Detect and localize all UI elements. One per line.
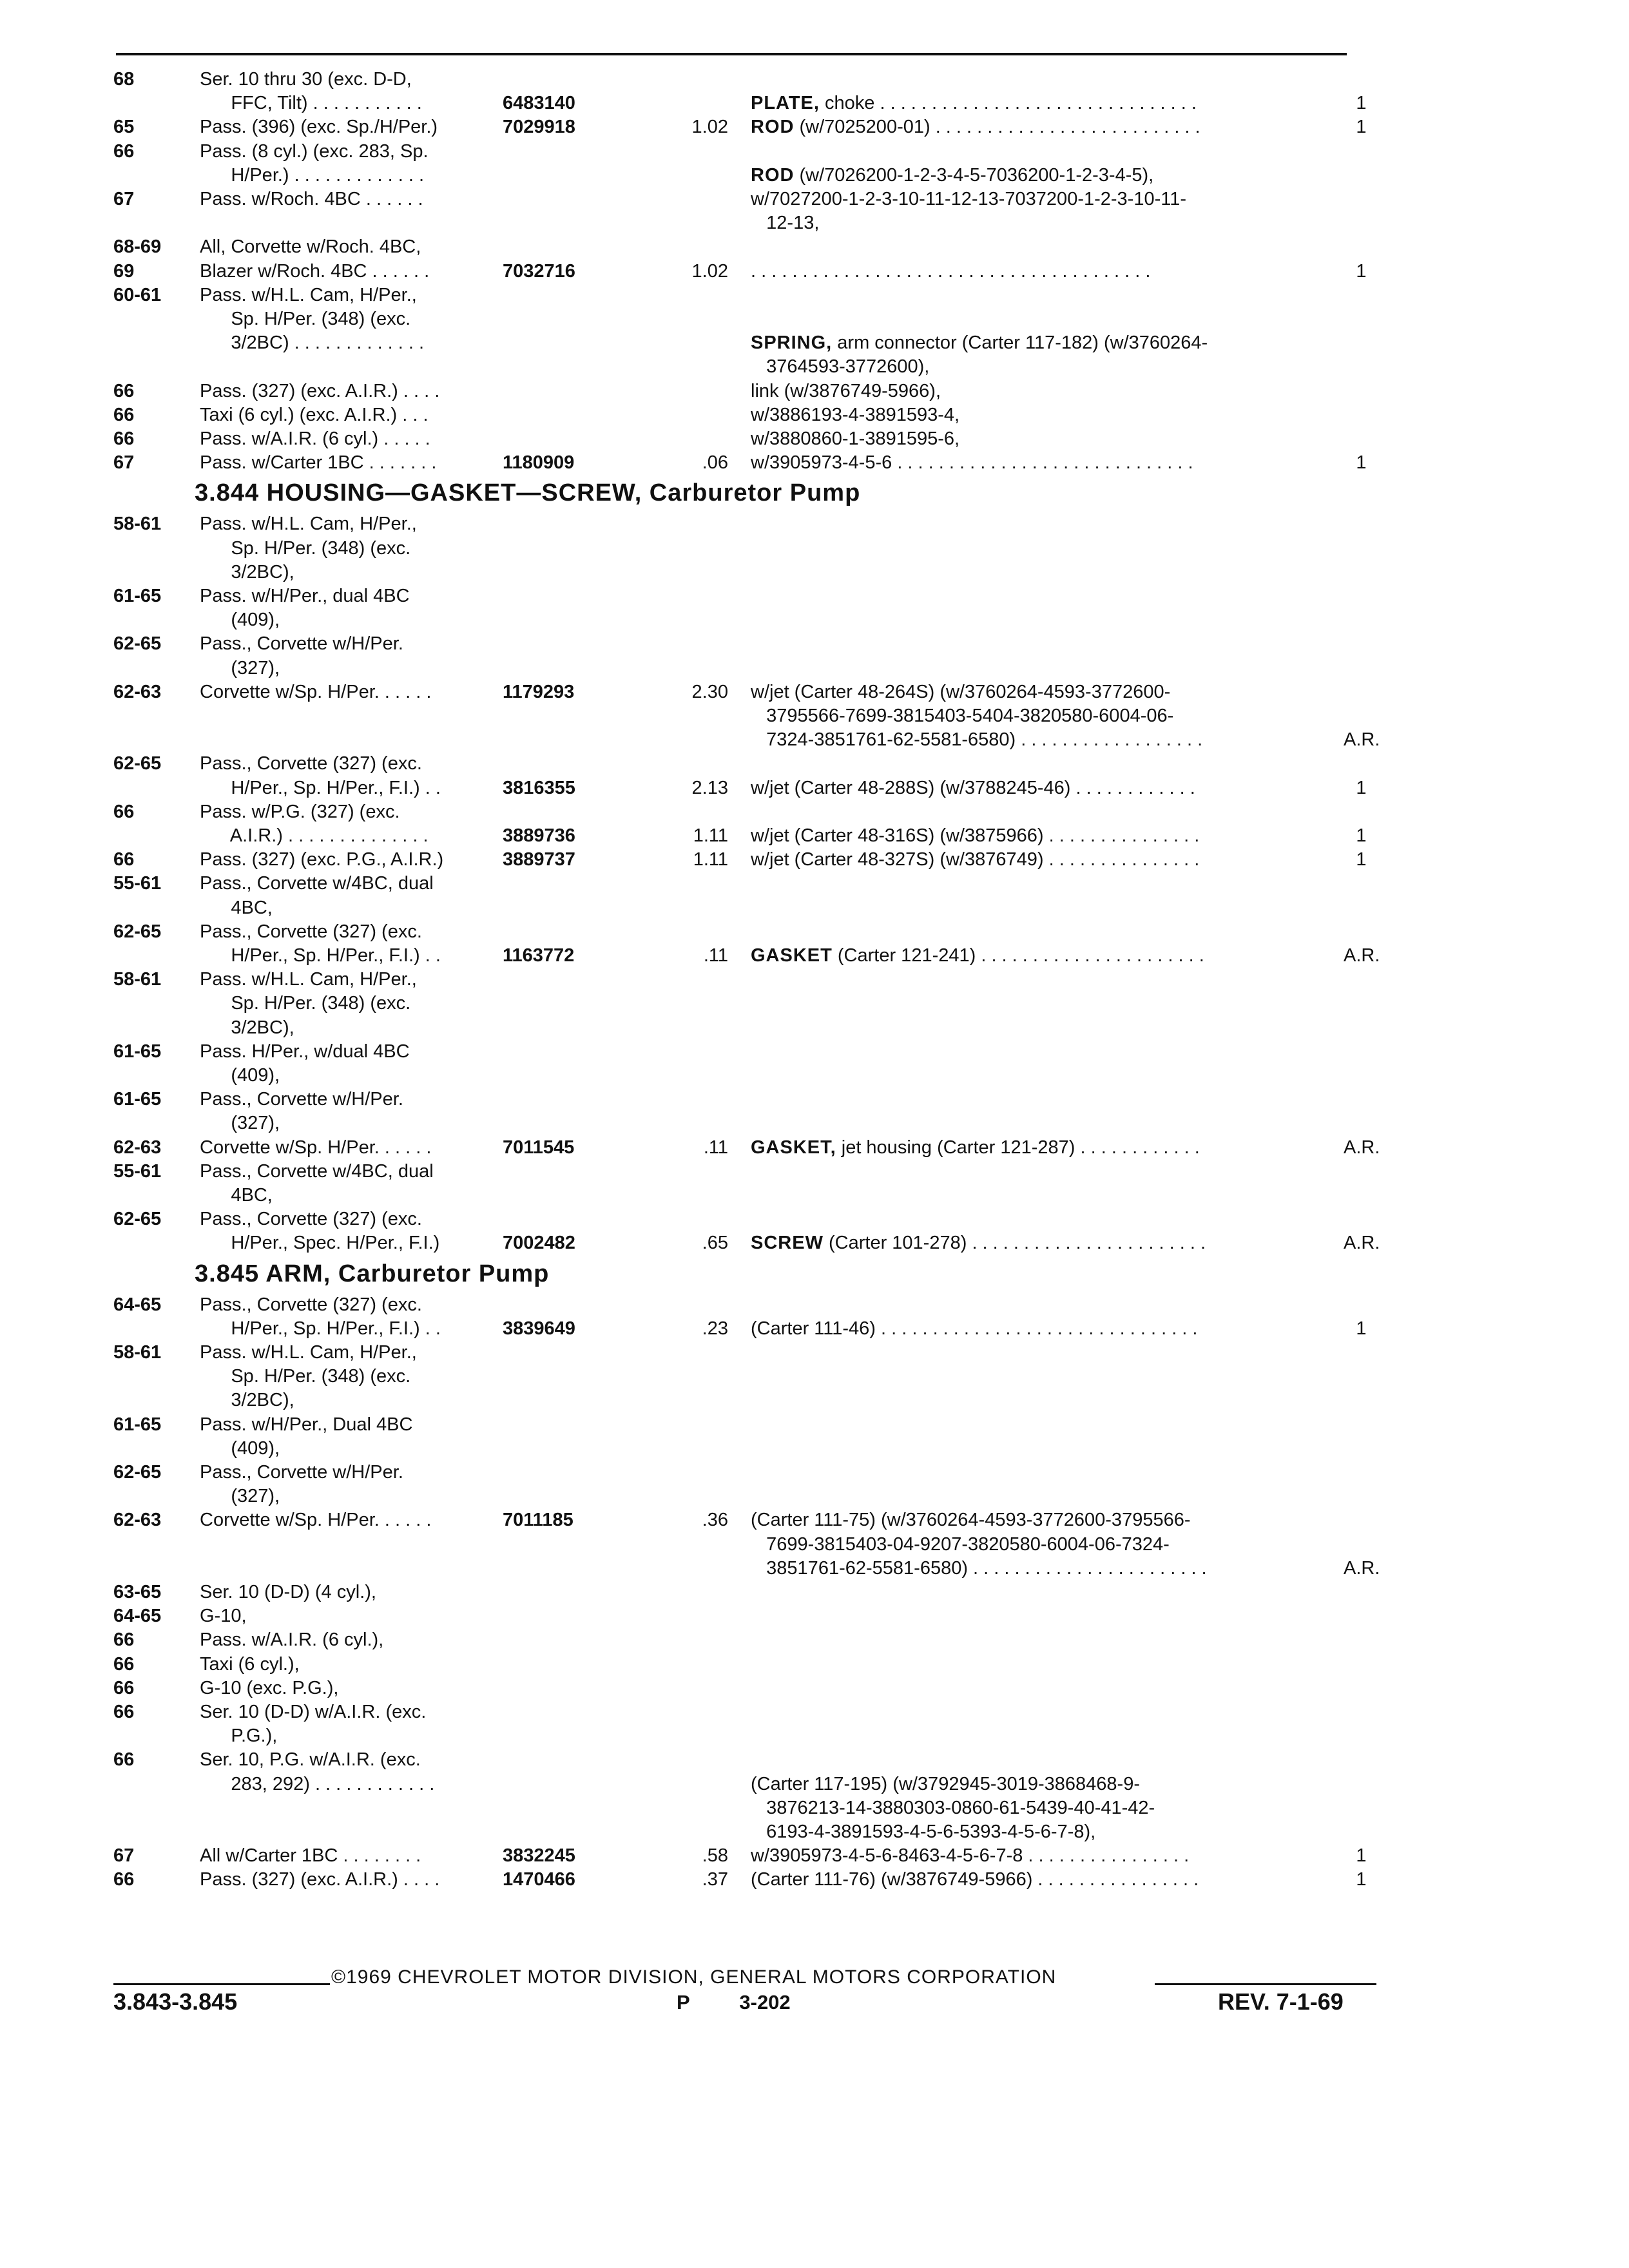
part-info: 7324-3851761-62-5581-6580) . . . . . . . . . . . . . . . . . .	[751, 729, 1203, 751]
application-description: Pass. w/Roch. 4BC . . . . . .	[200, 189, 423, 209]
table-row	[0, 163, 1629, 189]
top-rule	[116, 53, 1347, 55]
price: 1.11	[693, 849, 728, 870]
application-description: (409),	[200, 610, 280, 631]
table-row	[0, 871, 1629, 897]
model-year: 64-65	[113, 1606, 162, 1627]
model-year: 61-65	[113, 1089, 162, 1110]
table-row	[0, 919, 1629, 945]
quantity: A.R.	[1344, 1137, 1380, 1158]
part-number: 7011545	[503, 1137, 575, 1158]
application-description: Corvette w/Sp. H/Per. . . . . .	[200, 1510, 432, 1531]
application-description: Pass. (8 cyl.) (exc. 283, Sp.	[200, 140, 429, 162]
application-description: FFC, Tilt) . . . . . . . . . . .	[200, 93, 422, 114]
part-number: 3889737	[503, 849, 575, 870]
table-row	[0, 259, 1629, 285]
table-row	[0, 354, 1629, 380]
part-info: ROD (w/7026200-1-2-3-4-5-7036200-1-2-3-4-5),	[751, 164, 1154, 186]
model-year: 62-65	[113, 633, 162, 655]
part-info: (Carter 111-46) . . . . . . . . . . . . . . . . . . . . . . . . . . . . . . .	[751, 1318, 1198, 1339]
application-description: 3/2BC) . . . . . . . . . . . . .	[200, 332, 425, 354]
application-description: Ser. 10 (D-D) w/A.I.R. (exc.	[200, 1702, 427, 1722]
section-title: 3.844 HOUSING—GASKET—SCREW, Carburetor Pump	[195, 479, 861, 507]
part-info: 6193-4-3891593-4-5-6-5393-4-5-6-7-8),	[751, 1821, 1096, 1842]
table-row	[0, 1316, 1629, 1342]
model-year: 67	[113, 1845, 135, 1867]
section-title: 3.845 ARM, Carburetor Pump	[195, 1260, 550, 1287]
price: 2.13	[691, 777, 728, 798]
application-description: H/Per., Spec. H/Per., F.I.)	[200, 1233, 440, 1254]
table-row	[0, 680, 1629, 706]
table-row	[0, 631, 1629, 657]
table-row	[0, 1796, 1629, 1821]
application-description: Pass., Corvette (327) (exc.	[200, 1294, 422, 1315]
table-row	[0, 1159, 1629, 1185]
table-row	[0, 1508, 1629, 1533]
model-year: 66	[113, 380, 135, 401]
application-description: Ser. 10, P.G. w/A.I.R. (exc.	[200, 1749, 421, 1771]
part-number: 3816355	[503, 777, 575, 798]
table-row	[0, 1867, 1629, 1893]
table-row	[0, 1747, 1629, 1773]
model-year: 66	[113, 1702, 135, 1722]
table-row	[0, 536, 1629, 562]
part-info: 7699-3815403-04-9207-3820580-6004-06-7324-	[751, 1533, 1170, 1555]
application-description: 3/2BC),	[200, 1390, 294, 1411]
application-description: 3/2BC),	[200, 561, 294, 582]
application-description: Taxi (6 cyl.) (exc. A.I.R.) . . .	[200, 404, 429, 425]
table-row	[0, 584, 1629, 610]
model-year: 62-63	[113, 681, 162, 702]
table-row	[0, 379, 1629, 405]
table-row	[0, 1364, 1629, 1390]
table-row	[0, 1340, 1629, 1366]
model-year: 68-69	[113, 236, 162, 258]
model-year: 65	[113, 117, 135, 138]
part-info: 3795566-7699-3815403-5404-3820580-6004-06-	[751, 706, 1174, 726]
model-year: 66	[113, 404, 135, 425]
application-description: (327),	[200, 657, 280, 678]
table-row	[0, 1604, 1629, 1629]
model-year: 62-65	[113, 921, 162, 942]
part-number: 7011185	[503, 1510, 574, 1531]
table-row	[0, 235, 1629, 260]
model-year: 63-65	[113, 1582, 162, 1602]
application-description: Pass. w/H.L. Cam, H/Per.,	[200, 284, 417, 305]
footer-page-letter: P	[677, 1991, 690, 2013]
quantity: A.R.	[1344, 1557, 1380, 1579]
table-row	[0, 91, 1629, 117]
part-number: 7032716	[503, 260, 575, 282]
model-year: 66	[113, 1677, 135, 1698]
application-description: Corvette w/Sp. H/Per. . . . . .	[200, 681, 432, 702]
table-row	[0, 512, 1629, 537]
application-description: Pass. (327) (exc. P.G., A.I.R.)	[200, 849, 444, 870]
application-description: Pass. (327) (exc. A.I.R.) . . . .	[200, 380, 440, 401]
application-description: 4BC,	[200, 897, 273, 918]
price: .23	[702, 1318, 728, 1339]
application-description: Sp. H/Per. (348) (exc.	[200, 537, 411, 559]
table-row	[0, 1015, 1629, 1041]
table-row	[0, 1293, 1629, 1318]
part-info: GASKET, jet housing (Carter 121-287) . . . . . . . . . . . .	[751, 1137, 1200, 1158]
table-row	[0, 1580, 1629, 1606]
part-info: w/3905973-4-5-6-8463-4-5-6-7-8 . . . . . . . . . . . . . . . .	[751, 1845, 1190, 1867]
table-row	[0, 1111, 1629, 1137]
part-info: (Carter 111-76) (w/3876749-5966) . . . . . . . . . . . . . . . .	[751, 1869, 1199, 1890]
table-row	[0, 1532, 1629, 1558]
model-year: 61-65	[113, 1041, 162, 1062]
table-row	[0, 139, 1629, 165]
quantity: 1	[1356, 849, 1367, 870]
model-year: 62-65	[113, 1209, 162, 1230]
application-description: All w/Carter 1BC . . . . . . . .	[200, 1845, 421, 1867]
model-year: 66	[113, 1869, 135, 1890]
application-description: Pass., Corvette w/H/Per.	[200, 1089, 403, 1110]
application-description: Pass. w/Carter 1BC . . . . . . .	[200, 452, 437, 474]
application-description: Pass., Corvette w/4BC, dual	[200, 873, 434, 894]
part-info: GASKET (Carter 121-241) . . . . . . . . . . . . . . . . . . . . . .	[751, 945, 1204, 966]
application-description: Ser. 10 thru 30 (exc. D-D,	[200, 69, 412, 90]
application-description: All, Corvette w/Roch. 4BC,	[200, 236, 421, 258]
table-row	[0, 776, 1629, 802]
application-description: Ser. 10 (D-D) (4 cyl.),	[200, 1582, 376, 1602]
table-row	[0, 1724, 1629, 1749]
model-year: 62-65	[113, 1462, 162, 1483]
table-row	[0, 847, 1629, 873]
application-description: Pass. w/P.G. (327) (exc.	[200, 801, 400, 822]
part-number: 1180909	[503, 452, 575, 474]
table-row	[0, 67, 1629, 93]
table-row	[0, 967, 1629, 993]
table-row	[0, 1772, 1629, 1798]
table-row	[0, 1135, 1629, 1161]
footer-rule-left	[113, 1983, 330, 1985]
table-row	[0, 115, 1629, 140]
table-row	[0, 560, 1629, 586]
table-row	[0, 1628, 1629, 1653]
part-info: w/jet (Carter 48-327S) (w/3876749) . . . . . . . . . . . . . . .	[751, 849, 1200, 870]
application-description: Pass., Corvette (327) (exc.	[200, 1209, 422, 1230]
table-row	[0, 823, 1629, 849]
quantity: 1	[1356, 93, 1367, 114]
table-row	[0, 896, 1629, 921]
application-description: Blazer w/Roch. 4BC . . . . . .	[200, 260, 430, 282]
part-info: w/jet (Carter 48-264S) (w/3760264-4593-3772600-	[751, 681, 1171, 702]
table-row	[0, 1087, 1629, 1113]
model-year: 66	[113, 140, 135, 162]
part-info: w/3880860-1-3891595-6,	[751, 428, 960, 449]
part-info: link (w/3876749-5966),	[751, 380, 941, 401]
footer-revision: REV. 7-1-69	[1218, 1988, 1344, 2015]
model-year: 66	[113, 1653, 135, 1675]
price: 1.02	[691, 260, 728, 282]
table-row	[0, 608, 1629, 633]
application-description: A.I.R.) . . . . . . . . . . . . . .	[200, 825, 429, 846]
table-row	[0, 1039, 1629, 1065]
table-row	[0, 1820, 1629, 1845]
application-description: (409),	[200, 1065, 280, 1086]
application-description: 4BC,	[200, 1185, 273, 1206]
model-year: 66	[113, 849, 135, 870]
model-year: 69	[113, 260, 135, 282]
price: .58	[702, 1845, 728, 1867]
application-description: Pass. (327) (exc. A.I.R.) . . . .	[200, 1869, 440, 1890]
application-description: Sp. H/Per. (348) (exc.	[200, 309, 411, 329]
quantity: 1	[1356, 777, 1367, 798]
application-description: Corvette w/Sp. H/Per. . . . . .	[200, 1137, 432, 1158]
application-description: G-10 (exc. P.G.),	[200, 1677, 339, 1698]
footer-rule-right	[1155, 1983, 1376, 1985]
price: .36	[702, 1510, 728, 1531]
part-number: 7029918	[503, 117, 575, 138]
application-description: Pass. (396) (exc. Sp./H/Per.)	[200, 117, 438, 138]
table-row	[0, 1207, 1629, 1233]
part-info: SCREW (Carter 101-278) . . . . . . . . . . . . . . . . . . . . . . .	[751, 1233, 1206, 1254]
part-info: SPRING, arm connector (Carter 117-182) (w/3760264-	[751, 332, 1208, 354]
quantity: 1	[1356, 260, 1367, 282]
model-year: 66	[113, 428, 135, 449]
table-row	[0, 991, 1629, 1017]
table-row	[0, 1231, 1629, 1256]
part-number: 6483140	[503, 93, 575, 114]
table-row	[0, 1700, 1629, 1725]
part-info: w/3905973-4-5-6 . . . . . . . . . . . . . . . . . . . . . . . . . . . . .	[751, 452, 1193, 474]
application-description: H/Per., Sp. H/Per., F.I.) . .	[200, 945, 441, 966]
application-description: G-10,	[200, 1606, 247, 1627]
quantity: A.R.	[1344, 1233, 1380, 1254]
price: 2.30	[691, 681, 728, 702]
table-row	[0, 1652, 1629, 1678]
model-year: 61-65	[113, 1414, 162, 1435]
quantity: 1	[1356, 1869, 1367, 1890]
part-info: 3764593-3772600),	[751, 356, 930, 378]
table-row	[0, 403, 1629, 428]
model-year: 62-63	[113, 1137, 162, 1158]
table-row	[0, 187, 1629, 213]
table-row	[0, 450, 1629, 476]
table-row	[0, 704, 1629, 729]
price: .11	[703, 1137, 728, 1158]
footer-copyright: ©1969 CHEVROLET MOTOR DIVISION, GENERAL MOTORS CORPORATION	[331, 1966, 1057, 1988]
quantity: 1	[1356, 452, 1367, 474]
model-year: 58-61	[113, 969, 162, 990]
part-number: 1179293	[503, 681, 575, 702]
part-info: (Carter 117-195) (w/3792945-3019-3868468-9-	[751, 1773, 1141, 1794]
model-year: 62-63	[113, 1510, 162, 1531]
application-description: Pass. w/H.L. Cam, H/Per.,	[200, 1342, 417, 1363]
application-description: Pass. w/A.I.R. (6 cyl.),	[200, 1629, 384, 1651]
model-year: 67	[113, 452, 135, 474]
part-info: w/7027200-1-2-3-10-11-12-13-7037200-1-2-3-10-11-	[751, 189, 1187, 209]
footer-page-number	[677, 1991, 791, 2014]
table-row	[0, 727, 1629, 753]
table-row	[0, 307, 1629, 332]
application-description: Pass., Corvette (327) (exc.	[200, 753, 422, 774]
table-row	[0, 1676, 1629, 1702]
application-description: Taxi (6 cyl.),	[200, 1653, 300, 1675]
table-row	[0, 943, 1629, 969]
application-description: Sp. H/Per. (348) (exc.	[200, 993, 411, 1014]
model-year: 58-61	[113, 1342, 162, 1363]
part-info: 3851761-62-5581-6580) . . . . . . . . . . . . . . . . . . . . . . .	[751, 1557, 1207, 1579]
part-info: ROD (w/7025200-01) . . . . . . . . . . . . . . . . . . . . . . . . . .	[751, 117, 1200, 138]
table-row	[0, 1412, 1629, 1438]
table-row	[0, 1063, 1629, 1089]
model-year: 55-61	[113, 873, 162, 894]
application-description: (409),	[200, 1437, 280, 1459]
model-year: 61-65	[113, 586, 162, 606]
table-row	[0, 1460, 1629, 1486]
part-number: 1163772	[503, 945, 575, 966]
part-info: . . . . . . . . . . . . . . . . . . . . . . . . . . . . . . . . . . . . . . .	[751, 260, 1151, 282]
application-description: Pass., Corvette w/H/Per.	[200, 633, 403, 655]
application-description: Pass. w/H/Per., dual 4BC	[200, 586, 410, 606]
part-info: 3876213-14-3880303-0860-61-5439-40-41-42-	[751, 1797, 1155, 1818]
table-row	[0, 800, 1629, 825]
table-row	[0, 656, 1629, 682]
quantity: 1	[1356, 825, 1367, 846]
part-number: 1470466	[503, 1869, 575, 1890]
application-description: Sp. H/Per. (348) (exc.	[200, 1366, 411, 1387]
model-year: 66	[113, 1749, 135, 1771]
application-description: 3/2BC),	[200, 1017, 294, 1038]
application-description: 283, 292) . . . . . . . . . . . .	[200, 1773, 435, 1794]
model-year: 55-61	[113, 1160, 162, 1182]
application-description: Pass. w/A.I.R. (6 cyl.) . . . . .	[200, 428, 430, 449]
application-description: Pass. w/H/Per., Dual 4BC	[200, 1414, 413, 1435]
price: .11	[703, 945, 728, 966]
part-info: w/3886193-4-3891593-4,	[751, 404, 960, 425]
price: .37	[702, 1869, 728, 1890]
table-row	[0, 427, 1629, 452]
part-number: 3839649	[503, 1318, 575, 1339]
application-description: H/Per., Sp. H/Per., F.I.) . .	[200, 777, 441, 798]
model-year: 66	[113, 1629, 135, 1651]
application-description: (327),	[200, 1486, 280, 1507]
application-description: Pass., Corvette w/4BC, dual	[200, 1160, 434, 1182]
application-description: P.G.),	[200, 1725, 278, 1747]
application-description: H/Per.) . . . . . . . . . . . . .	[200, 164, 425, 186]
part-number: 3889736	[503, 825, 575, 846]
part-info: w/jet (Carter 48-288S) (w/3788245-46) . . . . . . . . . . . .	[751, 777, 1195, 798]
table-row	[0, 211, 1629, 236]
table-row	[0, 1556, 1629, 1582]
footer-page-num: 3-202	[739, 1991, 791, 2013]
application-description: Pass., Corvette (327) (exc.	[200, 921, 422, 942]
model-year: 66	[113, 801, 135, 822]
part-number: 7002482	[503, 1233, 575, 1254]
footer-section-range: 3.843-3.845	[113, 1988, 238, 2015]
table-row	[0, 283, 1629, 309]
model-year: 62-65	[113, 753, 162, 774]
application-description: Pass. w/H.L. Cam, H/Per.,	[200, 969, 417, 990]
quantity: 1	[1356, 1318, 1367, 1339]
application-description: H/Per., Sp. H/Per., F.I.) . .	[200, 1318, 441, 1339]
price: 1.02	[691, 117, 728, 138]
quantity: A.R.	[1344, 729, 1380, 751]
application-description: Pass. w/H.L. Cam, H/Per.,	[200, 514, 417, 535]
part-number: 3832245	[503, 1845, 575, 1867]
application-description: Pass. H/Per., w/dual 4BC	[200, 1041, 410, 1062]
part-info: 12-13,	[751, 213, 820, 234]
model-year: 64-65	[113, 1294, 162, 1315]
model-year: 67	[113, 189, 135, 209]
quantity: A.R.	[1344, 945, 1380, 966]
table-row	[0, 1183, 1629, 1209]
model-year: 58-61	[113, 514, 162, 535]
table-row	[0, 1436, 1629, 1462]
part-info: (Carter 111-75) (w/3760264-4593-3772600-3795566-	[751, 1510, 1191, 1531]
price: .06	[702, 452, 728, 474]
table-row	[0, 331, 1629, 356]
model-year: 68	[113, 69, 135, 90]
quantity: 1	[1356, 117, 1367, 138]
part-info: w/jet (Carter 48-316S) (w/3875966) . . . . . . . . . . . . . . .	[751, 825, 1200, 846]
table-row	[0, 1484, 1629, 1510]
table-row	[0, 751, 1629, 777]
table-row	[0, 1388, 1629, 1414]
price: .65	[702, 1233, 728, 1254]
quantity: 1	[1356, 1845, 1367, 1867]
application-description: Pass., Corvette w/H/Per.	[200, 1462, 403, 1483]
model-year: 60-61	[113, 284, 162, 305]
application-description: (327),	[200, 1113, 280, 1134]
part-info: PLATE, choke . . . . . . . . . . . . . . . . . . . . . . . . . . . . . . .	[751, 93, 1197, 114]
price: 1.11	[693, 825, 728, 846]
table-row	[0, 1843, 1629, 1869]
